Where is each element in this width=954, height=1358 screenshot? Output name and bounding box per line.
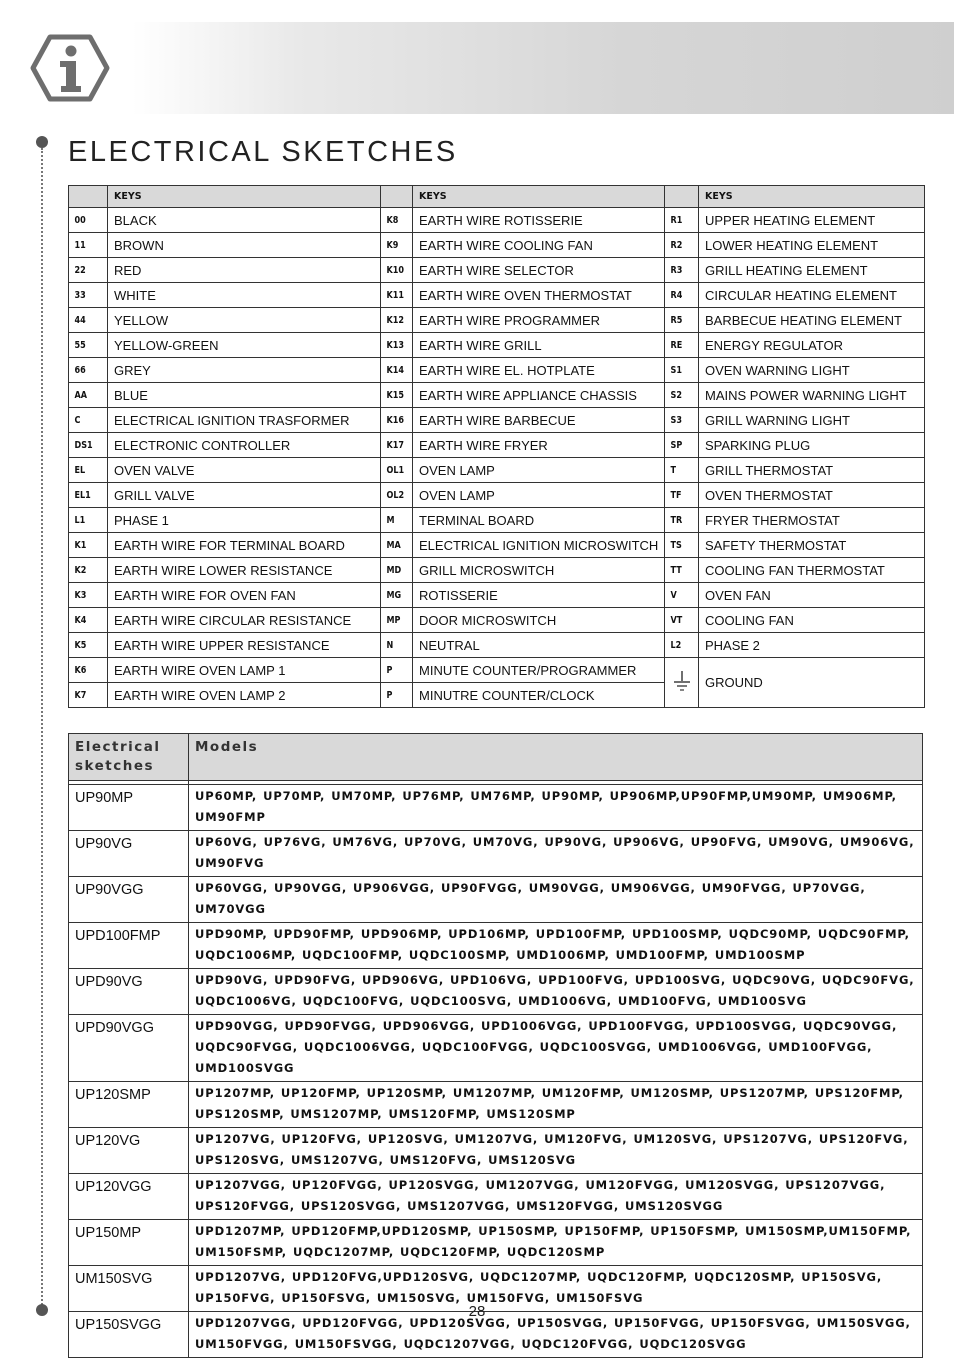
ground-symbol-icon <box>673 670 691 692</box>
key-code: K10 <box>381 258 408 283</box>
key-code: K3 <box>69 583 102 608</box>
margin-dotted-line <box>41 148 43 1308</box>
key-code: L2 <box>665 633 694 658</box>
key-code: OL2 <box>381 483 408 508</box>
key-code: K15 <box>381 383 408 408</box>
keys-header-row <box>69 186 925 208</box>
models-header-models: Models <box>189 734 923 781</box>
keys-header-blank <box>381 186 413 208</box>
key-description: NEUTRAL <box>413 633 665 658</box>
key-description: TERMINAL BOARD <box>413 508 665 533</box>
keys-row <box>69 583 925 608</box>
key-code: M <box>381 508 408 533</box>
key-description: MINUTRE COUNTER/CLOCK <box>413 683 665 708</box>
models-header-row <box>69 734 923 781</box>
key-description: MAINS POWER WARNING LIGHT <box>699 383 925 408</box>
sketch-name: UP150SVGG <box>69 1312 189 1358</box>
model-row <box>69 1015 923 1082</box>
sketch-name: UP90MP <box>69 785 189 831</box>
sketch-name: UP150MP <box>69 1220 189 1266</box>
key-description: EARTH WIRE FOR TERMINAL BOARD <box>108 533 381 558</box>
models-header-line1: Electrical <box>75 739 161 755</box>
model-list: UP60VG, UP76VG, UM76VG, UP70VG, UM70VG, UP90VG, UP906VG, UP90FVG, UM90VG, UM906VG, UM90FVG <box>189 831 923 877</box>
keys-row <box>69 358 925 383</box>
key-code: V <box>665 583 694 608</box>
key-code: 66 <box>69 358 102 383</box>
model-list: UPD1207MP, UPD120FMP,UPD120SMP, UP150SMP, UP150FMP, UP150FSMP, UM150SMP,UM150FMP, UM150FSMP, UQDC1207MP, UQDC120FMP, UQDC120SMP <box>189 1220 923 1266</box>
info-icon <box>30 34 110 102</box>
key-description: EARTH WIRE SELECTOR <box>413 258 665 283</box>
key-description: OVEN LAMP <box>413 458 665 483</box>
model-row <box>69 785 923 831</box>
key-description: YELLOW <box>108 308 381 333</box>
key-code: S2 <box>665 383 694 408</box>
key-code: K8 <box>381 208 408 233</box>
keys-row <box>69 258 925 283</box>
key-code: K9 <box>381 233 408 258</box>
key-description: CIRCULAR HEATING ELEMENT <box>699 283 925 308</box>
header-band <box>132 22 954 114</box>
sketch-name: UP90VGG <box>69 877 189 923</box>
keys-header-label: KEYS <box>699 186 925 208</box>
key-code: TR <box>665 508 694 533</box>
key-description: BLUE <box>108 383 381 408</box>
key-description: EARTH WIRE FOR OVEN FAN <box>108 583 381 608</box>
key-code: R3 <box>665 258 694 283</box>
key-description: EARTH WIRE CIRCULAR RESISTANCE <box>108 608 381 633</box>
keys-row <box>69 408 925 433</box>
margin-dot-top <box>36 136 48 148</box>
key-description: COOLING FAN THERMOSTAT <box>699 558 925 583</box>
key-description: EARTH WIRE OVEN LAMP 2 <box>108 683 381 708</box>
key-description: OVEN WARNING LIGHT <box>699 358 925 383</box>
key-code: C <box>69 408 102 433</box>
keys-row <box>69 483 925 508</box>
model-list: UPD1207VGG, UPD120FVGG, UPD120SVGG, UP150SVGG, UP150FVGG, UP150FSVGG, UM150SVGG, UM150FVGG, UM150FSVGG, UQDC1207VGG, UQDC120FVGG, UQDC120SVGG <box>189 1312 923 1358</box>
key-description: EARTH WIRE BARBECUE <box>413 408 665 433</box>
key-description: ELECTRICAL IGNITION MICROSWITCH <box>413 533 665 558</box>
model-row <box>69 877 923 923</box>
key-description: SAFETY THERMOSTAT <box>699 533 925 558</box>
key-code: S3 <box>665 408 694 433</box>
sketch-name: UP120SMP <box>69 1082 189 1128</box>
key-description: GRILL HEATING ELEMENT <box>699 258 925 283</box>
key-description: EARTH WIRE LOWER RESISTANCE <box>108 558 381 583</box>
key-description: EARTH WIRE EL. HOTPLATE <box>413 358 665 383</box>
ground-label: GROUND <box>699 658 925 708</box>
keys-row <box>69 558 925 583</box>
model-row <box>69 1220 923 1266</box>
key-description: OVEN THERMOSTAT <box>699 483 925 508</box>
model-list: UP60VGG, UP90VGG, UP906VGG, UP90FVGG, UM90VGG, UM906VGG, UM90FVGG, UP70VGG, UM70VGG <box>189 877 923 923</box>
model-row <box>69 1082 923 1128</box>
key-code: VT <box>665 608 694 633</box>
key-code: MA <box>381 533 408 558</box>
key-code: K13 <box>381 333 408 358</box>
key-code: MP <box>381 608 408 633</box>
key-code: 33 <box>69 283 102 308</box>
key-description: BLACK <box>108 208 381 233</box>
key-code: K11 <box>381 283 408 308</box>
sketch-name: UP90VG <box>69 831 189 877</box>
key-code: P <box>381 683 408 708</box>
sketch-name: UP120VGG <box>69 1174 189 1220</box>
ground-symbol-cell <box>665 658 699 708</box>
key-code: R1 <box>665 208 694 233</box>
key-description: YELLOW-GREEN <box>108 333 381 358</box>
model-row <box>69 923 923 969</box>
model-row <box>69 1128 923 1174</box>
keys-row <box>69 508 925 533</box>
keys-row <box>69 658 925 683</box>
sketch-name: UPD100FMP <box>69 923 189 969</box>
key-code: K4 <box>69 608 102 633</box>
keys-row <box>69 283 925 308</box>
key-code: P <box>381 658 408 683</box>
key-description: EARTH WIRE OVEN LAMP 1 <box>108 658 381 683</box>
keys-row <box>69 433 925 458</box>
key-description: ROTISSERIE <box>413 583 665 608</box>
key-description: ELECTRONIC CONTROLLER <box>108 433 381 458</box>
keys-row <box>69 208 925 233</box>
model-list: UPD90VG, UPD90FVG, UPD906VG, UPD106VG, UPD100FVG, UPD100SVG, UQDC90VG, UQDC90FVG, UQDC1006VG, UQDC100FVG, UQDC100SVG, UMD1006VG, UMD100FVG, UMD100SVG <box>189 969 923 1015</box>
model-list: UP1207MP, UP120FMP, UP120SMP, UM1207MP, UM120FMP, UM120SMP, UPS1207MP, UPS120FMP, UPS120SMP, UMS1207MP, UMS120FMP, UMS120SMP <box>189 1082 923 1128</box>
model-row <box>69 1174 923 1220</box>
key-description: BARBECUE HEATING ELEMENT <box>699 308 925 333</box>
model-list: UPD1207VG, UPD120FVG,UPD120SVG, UQDC1207MP, UQDC120FMP, UQDC120SMP, UP150SVG, UP150FVG, UP150FSVG, UM150SVG, UM150FVG, UM150FSVG <box>189 1266 923 1312</box>
key-description: MINUTE COUNTER/PROGRAMMER <box>413 658 665 683</box>
key-code: AA <box>69 383 102 408</box>
page-title: ELECTRICAL SKETCHES <box>68 136 458 168</box>
key-code: K7 <box>69 683 102 708</box>
models-header-sketches <box>69 734 189 781</box>
key-code: N <box>381 633 408 658</box>
key-code: TF <box>665 483 694 508</box>
key-code: S1 <box>665 358 694 383</box>
keys-row <box>69 458 925 483</box>
model-list: UP1207VG, UP120FVG, UP120SVG, UM1207VG, UM120FVG, UM120SVG, UPS1207VG, UPS120FVG, UPS120SVG, UMS1207VG, UMS120FVG, UMS120SVG <box>189 1128 923 1174</box>
keys-row <box>69 233 925 258</box>
model-list: UP1207VGG, UP120FVGG, UP120SVGG, UM1207VGG, UM120FVGG, UM120SVGG, UPS1207VGG, UPS120FVGG, UPS120SVGG, UMS1207VGG, UMS120FVGG, UMS120SVGG <box>189 1174 923 1220</box>
key-code: R2 <box>665 233 694 258</box>
key-description: UPPER HEATING ELEMENT <box>699 208 925 233</box>
keys-row <box>69 308 925 333</box>
key-description: OVEN LAMP <box>413 483 665 508</box>
key-code: L1 <box>69 508 102 533</box>
key-description: EARTH WIRE UPPER RESISTANCE <box>108 633 381 658</box>
models-table-body <box>69 734 923 1358</box>
keys-header-label: KEYS <box>413 186 665 208</box>
key-description: EARTH WIRE ROTISSERIE <box>413 208 665 233</box>
keys-table <box>68 185 925 708</box>
key-code: K6 <box>69 658 102 683</box>
key-description: PHASE 2 <box>699 633 925 658</box>
page-number: 28 <box>468 1303 486 1320</box>
key-description: EARTH WIRE GRILL <box>413 333 665 358</box>
key-description: GREY <box>108 358 381 383</box>
key-description: PHASE 1 <box>108 508 381 533</box>
key-code: 00 <box>69 208 102 233</box>
key-code: K14 <box>381 358 408 383</box>
key-description: BROWN <box>108 233 381 258</box>
key-description: COOLING FAN <box>699 608 925 633</box>
key-code: OL1 <box>381 458 408 483</box>
model-list: UP60MP, UP70MP, UM70MP, UP76MP, UM76MP, UP90MP, UP906MP,UP90FMP,UM90MP, UM906MP, UM90FMP <box>189 785 923 831</box>
key-description: RED <box>108 258 381 283</box>
key-code: 11 <box>69 233 102 258</box>
keys-row <box>69 383 925 408</box>
key-code: SP <box>665 433 694 458</box>
key-code: RE <box>665 333 694 358</box>
key-code: K5 <box>69 633 102 658</box>
key-description: OVEN VALVE <box>108 458 381 483</box>
key-description: ENERGY REGULATOR <box>699 333 925 358</box>
key-description: GRILL THERMOSTAT <box>699 458 925 483</box>
key-description: GRILL VALVE <box>108 483 381 508</box>
key-code: K17 <box>381 433 408 458</box>
key-description: GRILL WARNING LIGHT <box>699 408 925 433</box>
models-header-line2: sketches <box>75 758 155 774</box>
key-code: EL1 <box>69 483 102 508</box>
key-code: T <box>665 458 694 483</box>
keys-header-label: KEYS <box>108 186 381 208</box>
key-description: EARTH WIRE PROGRAMMER <box>413 308 665 333</box>
sketch-name: UP120VG <box>69 1128 189 1174</box>
sketch-name: UPD90VGG <box>69 1015 189 1082</box>
keys-row <box>69 333 925 358</box>
model-list: UPD90MP, UPD90FMP, UPD906MP, UPD106MP, UPD100FMP, UPD100SMP, UQDC90MP, UQDC90FMP, UQDC1006MP, UQDC100FMP, UQDC100SMP, UMD1006MP, UMD100FMP, UMD100SMP <box>189 923 923 969</box>
key-description: EARTH WIRE APPLIANCE CHASSIS <box>413 383 665 408</box>
key-code: MD <box>381 558 408 583</box>
key-code: K1 <box>69 533 102 558</box>
key-code: K2 <box>69 558 102 583</box>
key-description: OVEN FAN <box>699 583 925 608</box>
key-description: FRYER THERMOSTAT <box>699 508 925 533</box>
keys-header-blank <box>665 186 699 208</box>
key-code: TT <box>665 558 694 583</box>
keys-header-blank <box>69 186 108 208</box>
key-description: ELECTRICAL IGNITION TRASFORMER <box>108 408 381 433</box>
model-row <box>69 969 923 1015</box>
key-code: R5 <box>665 308 694 333</box>
key-code: 55 <box>69 333 102 358</box>
models-table <box>68 733 923 1358</box>
key-description: EARTH WIRE OVEN THERMOSTAT <box>413 283 665 308</box>
key-code: DS1 <box>69 433 102 458</box>
key-description: SPARKING PLUG <box>699 433 925 458</box>
key-description: WHITE <box>108 283 381 308</box>
key-code: MG <box>381 583 408 608</box>
key-code: 22 <box>69 258 102 283</box>
key-description: EARTH WIRE COOLING FAN <box>413 233 665 258</box>
key-code: EL <box>69 458 102 483</box>
keys-row <box>69 608 925 633</box>
keys-table-body <box>69 186 925 708</box>
keys-row <box>69 533 925 558</box>
key-description: GRILL MICROSWITCH <box>413 558 665 583</box>
key-code: R4 <box>665 283 694 308</box>
keys-row <box>69 633 925 658</box>
model-list: UPD90VGG, UPD90FVGG, UPD906VGG, UPD1006VGG, UPD100FVGG, UPD100SVGG, UQDC90VGG, UQDC90FVGG, UQDC1006VGG, UQDC100FVGG, UQDC100SVGG, UMD1006VGG, UMD100FVGG, UMD100SVGG <box>189 1015 923 1082</box>
sketch-name: UM150SVG <box>69 1266 189 1312</box>
key-code: TS <box>665 533 694 558</box>
sketch-name: UPD90VG <box>69 969 189 1015</box>
key-description: LOWER HEATING ELEMENT <box>699 233 925 258</box>
key-code: K12 <box>381 308 408 333</box>
key-code: 44 <box>69 308 102 333</box>
key-code: K16 <box>381 408 408 433</box>
key-description: DOOR MICROSWITCH <box>413 608 665 633</box>
key-description: EARTH WIRE FRYER <box>413 433 665 458</box>
model-row <box>69 831 923 877</box>
